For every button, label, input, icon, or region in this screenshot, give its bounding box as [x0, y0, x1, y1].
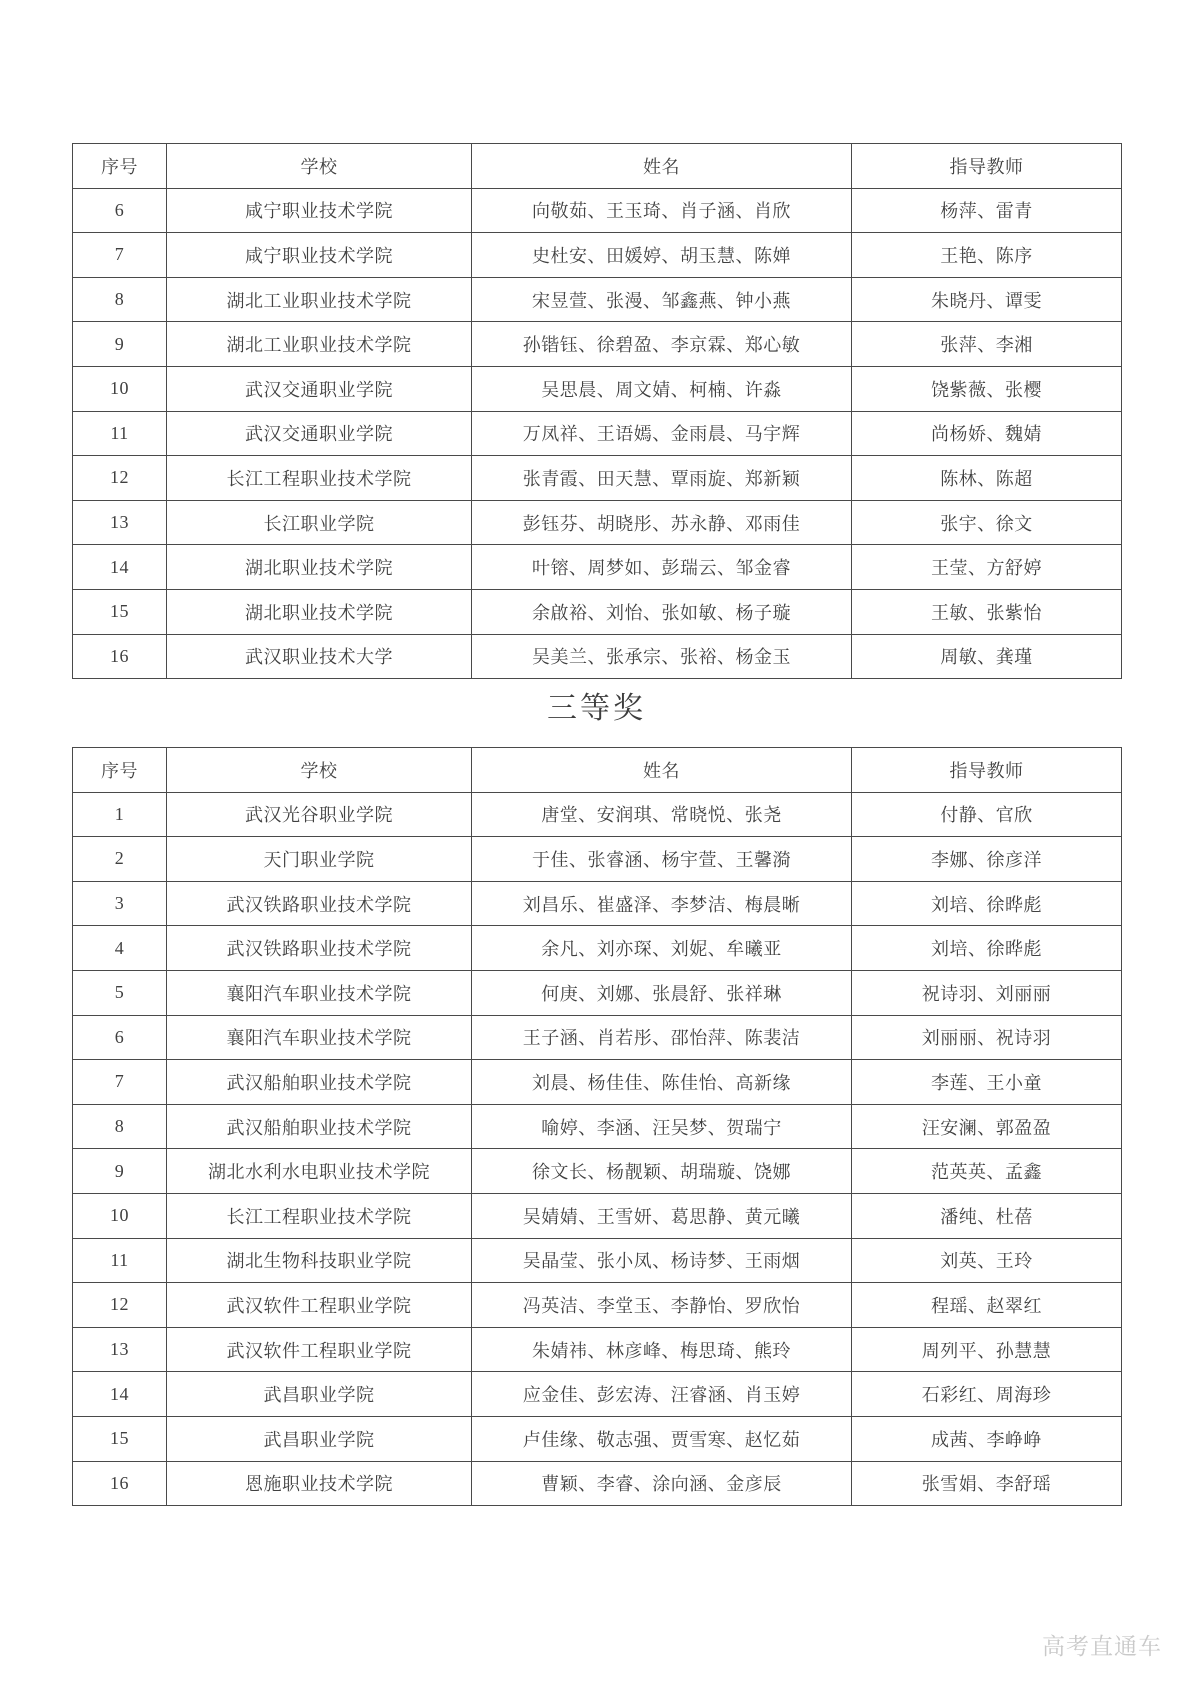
index-cell: 15	[73, 1416, 167, 1461]
index-cell: 9	[73, 1149, 167, 1194]
table-row	[73, 1461, 1122, 1506]
teachers-cell: 杨萍、雷青	[852, 188, 1122, 233]
table-row	[73, 1327, 1122, 1372]
index-cell: 10	[73, 1193, 167, 1238]
teachers-cell: 刘培、徐晔彪	[852, 926, 1122, 971]
index-cell: 13	[73, 1327, 167, 1372]
column-header: 学校	[167, 144, 472, 189]
school-cell: 武昌职业学院	[167, 1372, 472, 1417]
column-header: 姓名	[472, 748, 852, 793]
names-cell: 卢佳缘、敬志强、贾雪寒、赵忆茹	[472, 1416, 852, 1461]
names-cell: 刘晨、杨佳佳、陈佳怡、高新缘	[472, 1060, 852, 1105]
names-cell: 余啟裕、刘怡、张如敏、杨子璇	[472, 589, 852, 634]
header-row	[73, 748, 1122, 793]
teachers-cell: 李莲、王小童	[852, 1060, 1122, 1105]
table-row	[73, 188, 1122, 233]
school-cell: 湖北生物科技职业学院	[167, 1238, 472, 1283]
table-row	[73, 634, 1122, 679]
teachers-cell: 王艳、陈序	[852, 233, 1122, 278]
school-cell: 武汉船舶职业技术学院	[167, 1104, 472, 1149]
school-cell: 武汉交通职业学院	[167, 411, 472, 456]
third-prize-table-header	[73, 748, 1122, 793]
names-cell: 史杜安、田媛婷、胡玉慧、陈婵	[472, 233, 852, 278]
index-cell: 12	[73, 456, 167, 501]
names-cell: 何庚、刘娜、张晨舒、张祥琳	[472, 970, 852, 1015]
index-cell: 1	[73, 792, 167, 837]
names-cell: 孙锴钰、徐碧盈、李京霖、郑心敏	[472, 322, 852, 367]
table-row	[73, 500, 1122, 545]
table-row	[73, 233, 1122, 278]
teachers-cell: 刘丽丽、祝诗羽	[852, 1015, 1122, 1060]
teachers-cell: 张萍、李湘	[852, 322, 1122, 367]
teachers-cell: 饶紫薇、张樱	[852, 366, 1122, 411]
table-row	[73, 970, 1122, 1015]
school-cell: 襄阳汽车职业技术学院	[167, 970, 472, 1015]
names-cell: 吴婧婧、王雪妍、葛思静、黄元曦	[472, 1193, 852, 1238]
index-cell: 8	[73, 1104, 167, 1149]
names-cell: 余凡、刘亦琛、刘妮、牟曦亚	[472, 926, 852, 971]
column-header: 指导教师	[852, 144, 1122, 189]
school-cell: 长江工程职业技术学院	[167, 1193, 472, 1238]
teachers-cell: 王莹、方舒婷	[852, 545, 1122, 590]
school-cell: 天门职业学院	[167, 837, 472, 882]
index-cell: 11	[73, 411, 167, 456]
teachers-cell: 祝诗羽、刘丽丽	[852, 970, 1122, 1015]
teachers-cell: 周敏、龚瑾	[852, 634, 1122, 679]
third-prize-table	[72, 747, 1122, 1506]
teachers-cell: 周列平、孙慧慧	[852, 1327, 1122, 1372]
third-prize-table-body	[73, 792, 1122, 1506]
school-cell: 长江工程职业技术学院	[167, 456, 472, 501]
names-cell: 曹颖、李睿、涂向涵、金彦辰	[472, 1461, 852, 1506]
index-cell: 5	[73, 970, 167, 1015]
index-cell: 4	[73, 926, 167, 971]
second-prize-table	[72, 143, 1122, 679]
second-prize-table-body	[73, 188, 1122, 679]
names-cell: 张青霞、田天慧、覃雨旋、郑新颖	[472, 456, 852, 501]
index-cell: 2	[73, 837, 167, 882]
index-cell: 7	[73, 1060, 167, 1105]
table-row	[73, 545, 1122, 590]
column-header: 学校	[167, 748, 472, 793]
index-cell: 6	[73, 188, 167, 233]
table-row	[73, 881, 1122, 926]
index-cell: 12	[73, 1283, 167, 1328]
teachers-cell: 潘纯、杜蓓	[852, 1193, 1122, 1238]
names-cell: 王子涵、肖若彤、邵怡萍、陈裴洁	[472, 1015, 852, 1060]
teachers-cell: 汪安澜、郭盈盈	[852, 1104, 1122, 1149]
table-row	[73, 589, 1122, 634]
teachers-cell: 尚杨娇、魏婧	[852, 411, 1122, 456]
table-row	[73, 277, 1122, 322]
school-cell: 湖北职业技术学院	[167, 545, 472, 590]
school-cell: 湖北工业职业技术学院	[167, 277, 472, 322]
table-row	[73, 456, 1122, 501]
table-row	[73, 926, 1122, 971]
school-cell: 武汉船舶职业技术学院	[167, 1060, 472, 1105]
school-cell: 湖北水利水电职业技术学院	[167, 1149, 472, 1194]
school-cell: 恩施职业技术学院	[167, 1461, 472, 1506]
teachers-cell: 刘英、王玲	[852, 1238, 1122, 1283]
names-cell: 吴美兰、张承宗、张裕、杨金玉	[472, 634, 852, 679]
column-header: 姓名	[472, 144, 852, 189]
teachers-cell: 程瑶、赵翠红	[852, 1283, 1122, 1328]
names-cell: 喻婷、李涵、汪吴梦、贺瑞宁	[472, 1104, 852, 1149]
teachers-cell: 朱晓丹、谭雯	[852, 277, 1122, 322]
school-cell: 湖北职业技术学院	[167, 589, 472, 634]
names-cell: 朱婧祎、林彦峰、梅思琦、熊玲	[472, 1327, 852, 1372]
names-cell: 向敬茹、王玉琦、肖子涵、肖欣	[472, 188, 852, 233]
index-cell: 7	[73, 233, 167, 278]
watermark-text: 高考直通车	[1042, 1633, 1162, 1659]
school-cell: 咸宁职业技术学院	[167, 188, 472, 233]
column-header: 指导教师	[852, 748, 1122, 793]
index-cell: 14	[73, 1372, 167, 1417]
names-cell: 吴晶莹、张小凤、杨诗梦、王雨烟	[472, 1238, 852, 1283]
table-row	[73, 1149, 1122, 1194]
index-cell: 6	[73, 1015, 167, 1060]
names-cell: 宋昱萱、张漫、邹鑫燕、钟小燕	[472, 277, 852, 322]
names-cell: 叶镕、周梦如、彭瑞云、邹金睿	[472, 545, 852, 590]
teachers-cell: 陈林、陈超	[852, 456, 1122, 501]
names-cell: 刘昌乐、崔盛泽、李梦洁、梅晨晰	[472, 881, 852, 926]
teachers-cell: 张雪娟、李舒瑶	[852, 1461, 1122, 1506]
index-cell: 11	[73, 1238, 167, 1283]
index-cell: 16	[73, 634, 167, 679]
index-cell: 3	[73, 881, 167, 926]
teachers-cell: 石彩红、周海珍	[852, 1372, 1122, 1417]
school-cell: 武汉职业技术大学	[167, 634, 472, 679]
index-cell: 9	[73, 322, 167, 367]
table-row	[73, 366, 1122, 411]
names-cell: 万凤祥、王语嫣、金雨晨、马宇辉	[472, 411, 852, 456]
teachers-cell: 刘培、徐晔彪	[852, 881, 1122, 926]
school-cell: 武汉铁路职业技术学院	[167, 881, 472, 926]
names-cell: 唐堂、安润琪、常晓悦、张尧	[472, 792, 852, 837]
table-row	[73, 837, 1122, 882]
teachers-cell: 李娜、徐彦洋	[852, 837, 1122, 882]
teachers-cell: 王敏、张紫怡	[852, 589, 1122, 634]
table-row	[73, 1015, 1122, 1060]
school-cell: 咸宁职业技术学院	[167, 233, 472, 278]
names-cell: 彭钰芬、胡晓彤、苏永静、邓雨佳	[472, 500, 852, 545]
teachers-cell: 张宇、徐文	[852, 500, 1122, 545]
teachers-cell: 付静、官欣	[852, 792, 1122, 837]
school-cell: 湖北工业职业技术学院	[167, 322, 472, 367]
column-header: 序号	[73, 144, 167, 189]
table-row	[73, 1104, 1122, 1149]
names-cell: 应金佳、彭宏涛、汪睿涵、肖玉婷	[472, 1372, 852, 1417]
table-row	[73, 411, 1122, 456]
table-row	[73, 1193, 1122, 1238]
school-cell: 武汉光谷职业学院	[167, 792, 472, 837]
names-cell: 徐文长、杨靓颖、胡瑞璇、饶娜	[472, 1149, 852, 1194]
teachers-cell: 范英英、孟鑫	[852, 1149, 1122, 1194]
school-cell: 武昌职业学院	[167, 1416, 472, 1461]
index-cell: 10	[73, 366, 167, 411]
school-cell: 武汉铁路职业技术学院	[167, 926, 472, 971]
table-row	[73, 322, 1122, 367]
school-cell: 武汉软件工程职业学院	[167, 1283, 472, 1328]
teachers-cell: 成茜、李峥峥	[852, 1416, 1122, 1461]
column-header: 序号	[73, 748, 167, 793]
index-cell: 15	[73, 589, 167, 634]
index-cell: 13	[73, 500, 167, 545]
school-cell: 武汉软件工程职业学院	[167, 1327, 472, 1372]
second-prize-table-header	[73, 144, 1122, 189]
table-row	[73, 792, 1122, 837]
names-cell: 吴思晨、周文婧、柯楠、许淼	[472, 366, 852, 411]
names-cell: 冯英洁、李堂玉、李静怡、罗欣怡	[472, 1283, 852, 1328]
table-row	[73, 1238, 1122, 1283]
header-row	[73, 144, 1122, 189]
table-row	[73, 1372, 1122, 1417]
table-row	[73, 1416, 1122, 1461]
school-cell: 襄阳汽车职业技术学院	[167, 1015, 472, 1060]
school-cell: 长江职业学院	[167, 500, 472, 545]
table-row	[73, 1060, 1122, 1105]
table-row	[73, 1283, 1122, 1328]
index-cell: 8	[73, 277, 167, 322]
school-cell: 武汉交通职业学院	[167, 366, 472, 411]
index-cell: 14	[73, 545, 167, 590]
third-prize-heading: 三等奖	[547, 692, 646, 725]
index-cell: 16	[73, 1461, 167, 1506]
names-cell: 于佳、张睿涵、杨宇萱、王馨漪	[472, 837, 852, 882]
